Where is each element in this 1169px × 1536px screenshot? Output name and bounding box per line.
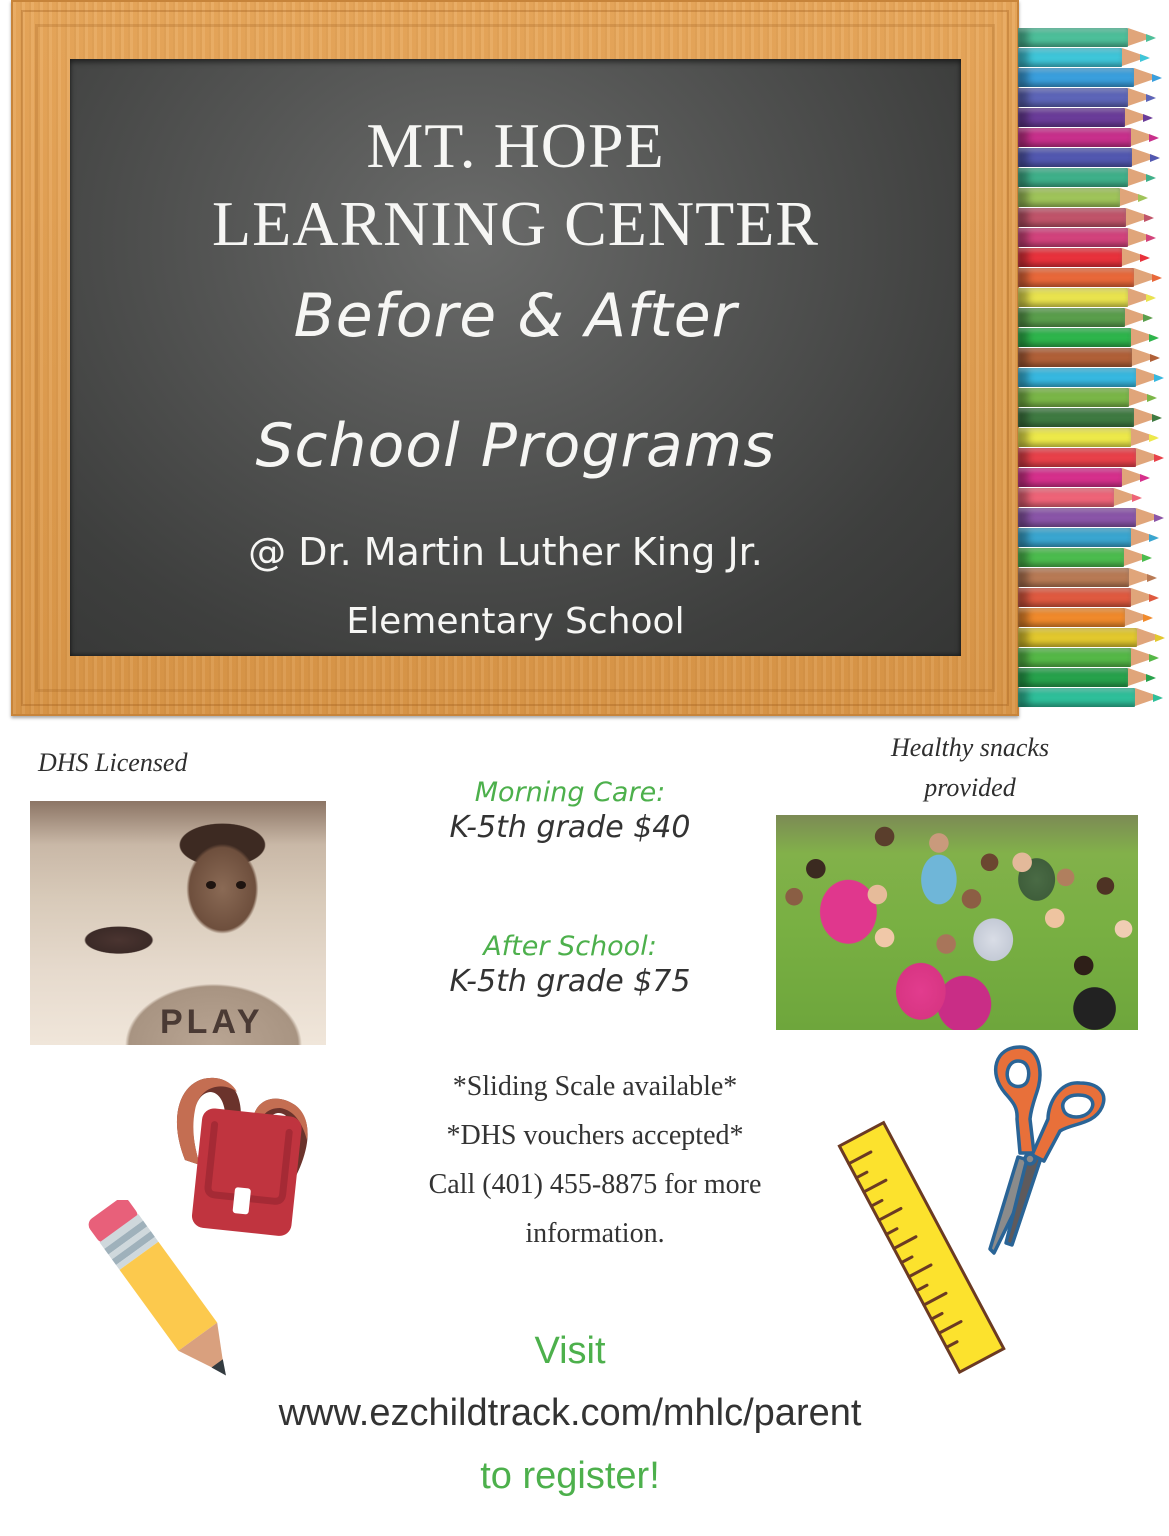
chalkboard-frame: [11, 0, 1019, 716]
colored-pencil: [1018, 508, 1169, 527]
location-line-2: Elementary School: [346, 601, 685, 642]
colored-pencil: [1018, 568, 1165, 587]
subtitle-line-2: School Programs: [255, 411, 776, 481]
pricing-value: K-5th grade $40: [449, 810, 691, 845]
colored-pencil: [1018, 548, 1160, 567]
after-school-pricing: [380, 930, 760, 1000]
title-line-2: LEARNING CENTER: [212, 188, 819, 259]
scissors-icon: [960, 1045, 1120, 1255]
morning-care-pricing: [380, 776, 760, 846]
caption-line-2: provided: [924, 773, 1016, 802]
colored-pencil: [1018, 608, 1161, 627]
colored-pencils-decoration: [1018, 28, 1168, 708]
caption-line-1: Healthy snacks: [890, 733, 1050, 762]
colored-pencil: [1018, 428, 1167, 447]
subtitle-line-1: Before & After: [293, 281, 738, 351]
colored-pencil: [1018, 208, 1162, 227]
colored-pencil: [1018, 68, 1169, 87]
colored-pencil: [1018, 588, 1167, 607]
colored-pencil: [1018, 448, 1169, 467]
photo-detail-eye: [206, 881, 216, 889]
pencil-icon: [85, 1200, 245, 1390]
colored-pencil: [1018, 408, 1169, 427]
colored-pencil: [1018, 488, 1150, 507]
colored-pencil: [1018, 168, 1164, 187]
healthy-snacks-caption: [840, 728, 1100, 808]
colored-pencil: [1018, 248, 1158, 267]
colored-pencil: [1018, 668, 1164, 687]
colored-pencil: [1018, 628, 1169, 647]
chalkboard: [70, 59, 961, 656]
colored-pencil: [1018, 308, 1161, 327]
colored-pencil: [1018, 28, 1164, 47]
pricing-label: Morning Care:: [474, 777, 666, 808]
colored-pencil: [1018, 148, 1168, 167]
title-line-1: MT. HOPE: [366, 110, 665, 181]
colored-pencil: [1018, 688, 1169, 707]
info-block: [360, 1062, 830, 1258]
colored-pencil: [1018, 48, 1158, 67]
sliding-scale-note: *Sliding Scale available*: [452, 1071, 738, 1102]
child-photo: [30, 801, 326, 1045]
colored-pencil: [1018, 108, 1161, 127]
colored-pencil: [1018, 388, 1165, 407]
colored-pencil: [1018, 228, 1164, 247]
colored-pencil: [1018, 268, 1169, 287]
colored-pencil: [1018, 188, 1156, 207]
photo-detail-eye: [236, 881, 246, 889]
register-label: to register!: [480, 1455, 660, 1497]
registration-link[interactable]: www.ezchildtrack.com/mhlc/parent: [278, 1392, 862, 1434]
pricing-value: K-5th grade $75: [449, 964, 691, 999]
colored-pencil: [1018, 88, 1164, 107]
colored-pencil: [1018, 328, 1167, 347]
pricing-label: After School:: [483, 931, 657, 962]
photo-detail-kids: [776, 815, 1138, 1030]
phone-line-cont: information.: [525, 1218, 665, 1249]
colored-pencil: [1018, 128, 1167, 147]
colored-pencil: [1018, 288, 1164, 307]
phone-line: Call (401) 455-8875 for more: [428, 1169, 762, 1200]
group-kids-photo: [776, 815, 1138, 1030]
colored-pencil: [1018, 528, 1167, 547]
colored-pencil: [1018, 348, 1168, 367]
colored-pencil: [1018, 648, 1167, 667]
dhs-licensed-caption: DHS Licensed: [38, 748, 188, 777]
shirt-text: PLAY: [160, 1003, 264, 1041]
colored-pencil: [1018, 468, 1158, 487]
dhs-vouchers-note: *DHS vouchers accepted*: [446, 1120, 744, 1151]
location-line-1: @ Dr. Martin Luther King Jr.: [248, 530, 763, 574]
colored-pencil: [1018, 368, 1169, 387]
visit-label: Visit: [534, 1330, 606, 1372]
